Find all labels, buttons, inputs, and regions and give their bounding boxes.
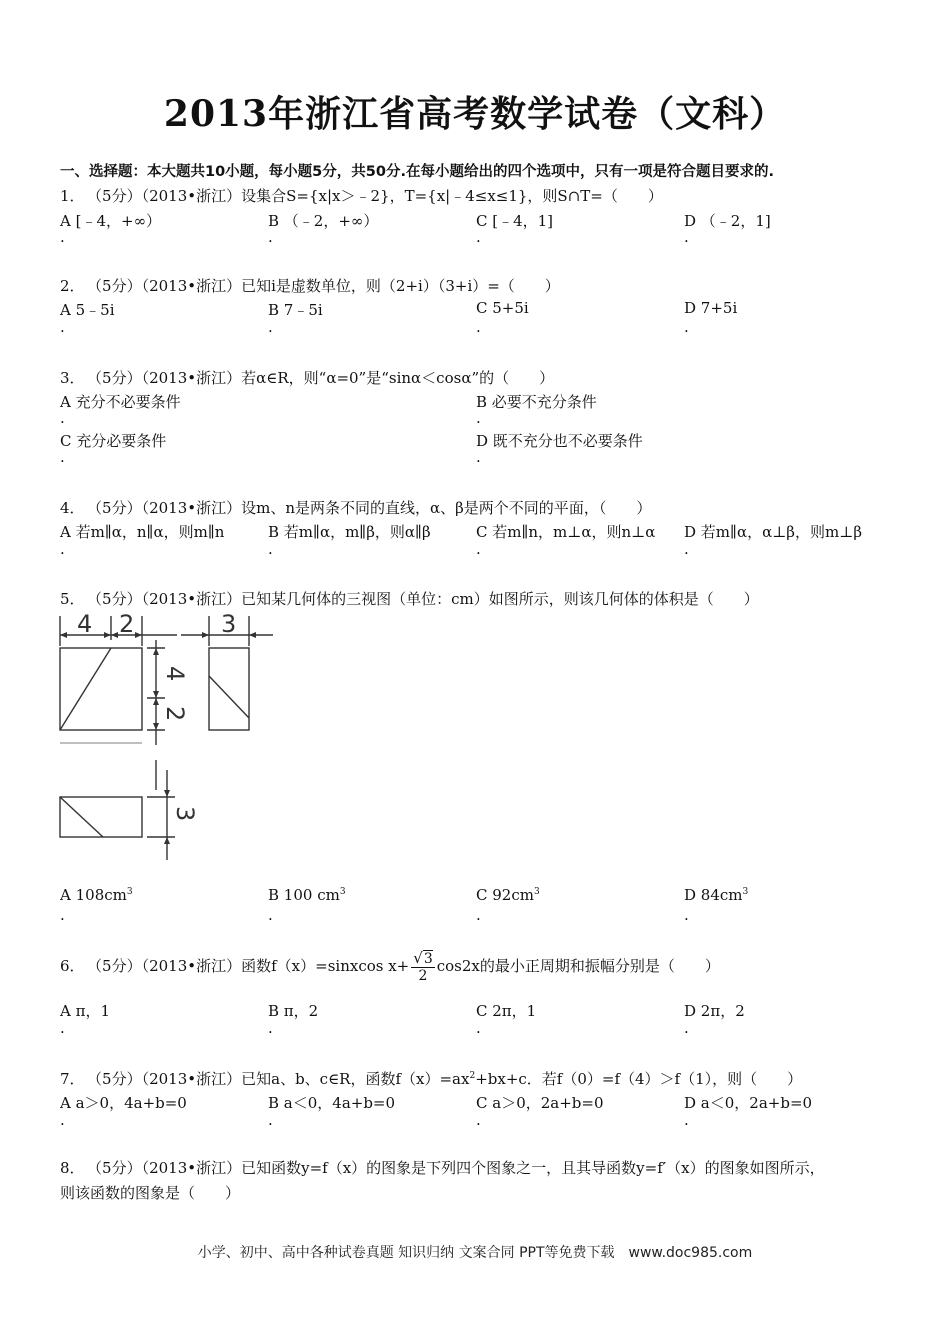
- option-b: B π，2: [268, 1002, 319, 1020]
- option-dot: .: [268, 1019, 273, 1037]
- option-b: B 7﹣5i: [268, 301, 323, 319]
- option-a: A π，1: [60, 1002, 111, 1020]
- question-number: 1．: [60, 187, 85, 205]
- option-dot: .: [684, 540, 689, 558]
- option-dot: .: [60, 409, 65, 427]
- question-1: [60, 185, 663, 206]
- question-stem-part2: cos2x的最小正周期和振幅分别是（ ）: [436, 957, 720, 975]
- question-source: （5分）（2013•浙江）: [94, 957, 242, 975]
- option-dot: .: [268, 906, 273, 924]
- option-d: D 既不充分也不必要条件: [476, 432, 643, 450]
- question-3: [60, 367, 554, 388]
- question-6: [60, 950, 720, 984]
- question-number: 2．: [60, 277, 85, 295]
- section-header: 一、选择题：本大题共10小题，每小题5分，共50分.在每小题给出的四个选项中，只有一项是符合题目要求的.: [60, 164, 774, 180]
- page-title: 2013年浙江省高考数学试卷（文科）: [163, 93, 787, 135]
- option-a: A 若m∥α，n∥α，则m∥n: [60, 523, 225, 541]
- question-number: 3．: [60, 369, 85, 387]
- question-stem: 设集合S={x|x＞﹣2}，T={x|﹣4≤x≤1}，则S∩T=（ ）: [241, 187, 663, 205]
- option-dot: .: [60, 448, 65, 466]
- option-b: B 100 $cm^3$: [268, 886, 346, 904]
- option-b: B 若m∥α，m∥β，则α∥β: [268, 523, 431, 541]
- page-footer: 小学、初中、高中各种试卷真题 知识归纳 文案合同 PPT等免费下载 www.doc985.com: [197, 1245, 753, 1261]
- option-d: D $84cm^3$: [684, 886, 749, 904]
- question-number: 6．: [60, 957, 85, 975]
- option-dot: .: [268, 1111, 273, 1129]
- question-source: （5分）（2013•浙江）: [94, 1070, 242, 1088]
- question-2: [60, 275, 560, 296]
- option-d: D 7+5i: [684, 299, 738, 317]
- superscript: 2: [469, 1071, 476, 1081]
- question-number: 4．: [60, 499, 85, 517]
- option-a: A $108cm^3$: [60, 886, 133, 904]
- option-dot: .: [684, 1111, 689, 1129]
- option-dot: .: [60, 1019, 65, 1037]
- option-d: D a＜0，2a+b=0: [684, 1094, 813, 1112]
- option-dot: .: [268, 540, 273, 558]
- option-b: B （﹣2，+∞）: [268, 212, 379, 230]
- option-c: C 若m∥n，m⊥α，则n⊥α: [476, 523, 656, 541]
- option-c: C 5+5i: [476, 299, 529, 317]
- option-c: C a＞0，2a+b=0: [476, 1094, 604, 1112]
- option-b: B 必要不充分条件: [476, 393, 597, 411]
- option-dot: .: [476, 409, 481, 427]
- option-dot: .: [684, 1019, 689, 1037]
- option-dot: .: [476, 1019, 481, 1037]
- option-c: C [﹣4，1]: [476, 212, 554, 230]
- question-8: [60, 1157, 825, 1178]
- question-stem-part1: 函数f（x）=sinxcos x+: [241, 957, 410, 975]
- option-a: A a＞0，4a+b=0: [60, 1094, 187, 1112]
- question-source: （5分）（2013•浙江）: [94, 369, 242, 387]
- side-view: [209, 648, 249, 730]
- option-dot: .: [476, 1111, 481, 1129]
- sqrt-icon: √: [413, 949, 423, 967]
- option-dot: .: [60, 318, 65, 336]
- option-dot: .: [684, 228, 689, 246]
- option-dot: .: [60, 1111, 65, 1129]
- question-stem: 已知某几何体的三视图（单位：cm）如图所示，则该几何体的体积是（ ）: [241, 590, 759, 608]
- option-a: A 5﹣5i: [60, 301, 115, 319]
- option-dot: .: [476, 540, 481, 558]
- question-number: 8．: [60, 1159, 85, 1177]
- option-dot: .: [268, 228, 273, 246]
- option-dot: .: [60, 228, 65, 246]
- question-number: 7．: [60, 1070, 85, 1088]
- question-source: （5分）（2013•浙江）: [94, 277, 242, 295]
- dim-label-2-vertical: 2: [161, 706, 189, 722]
- dim-label-2: 2: [119, 610, 135, 638]
- question-stem-part1: 已知a、b、c∈R，函数f（x）=ax: [241, 1070, 470, 1088]
- front-view: [60, 648, 142, 730]
- question-stem-part2: +bx+c．若f（0）=f（4）＞f（1），则（ ）: [475, 1070, 803, 1088]
- option-dot: .: [476, 448, 481, 466]
- option-a: A 充分不必要条件: [60, 393, 181, 411]
- question-5: [60, 588, 759, 609]
- option-dot: .: [476, 228, 481, 246]
- option-dot: .: [476, 318, 481, 336]
- top-view: [60, 797, 142, 837]
- dim-label-4-vertical: 4: [161, 666, 189, 682]
- option-c: C 充分必要条件: [60, 432, 167, 450]
- option-a: A [﹣4，+∞）: [60, 212, 162, 230]
- option-d: D 若m∥α，α⊥β，则m⊥β: [684, 523, 862, 541]
- question-number: 5．: [60, 590, 85, 608]
- three-view-figure: [55, 610, 295, 865]
- question-7: [60, 1068, 802, 1089]
- fraction-sqrt3-over-2: $\frac{√3}{2}$: [413, 949, 433, 984]
- question-source: （5分）（2013•浙江）: [94, 187, 242, 205]
- question-source: （5分）（2013•浙江）: [94, 1159, 242, 1177]
- question-stem: 若α∈R，则“α=0”是“sinα＜cosα”的（ ）: [241, 369, 555, 387]
- option-dot: .: [268, 318, 273, 336]
- question-source: （5分）（2013•浙江）: [94, 590, 242, 608]
- question-source: （5分）（2013•浙江）: [94, 499, 242, 517]
- question-stem: 已知i是虚数单位，则（2+i）（3+i）=（ ）: [241, 277, 560, 295]
- dim-label-4: 4: [77, 610, 93, 638]
- option-d: D 2π，2: [684, 1002, 745, 1020]
- option-dot: .: [684, 318, 689, 336]
- question-8-line-2: 则该函数的图象是（ ）: [60, 1184, 241, 1202]
- option-d: D （﹣2，1]: [684, 212, 771, 230]
- option-dot: .: [60, 540, 65, 558]
- option-dot: .: [476, 906, 481, 924]
- option-dot: .: [684, 906, 689, 924]
- option-c: C 2π，1: [476, 1002, 537, 1020]
- question-stem: 已知函数y=f（x）的图象是下列四个图象之一，且其导函数y=f′（x）的图象如图所示，: [241, 1159, 825, 1177]
- dim-label-3-vertical: 3: [171, 806, 199, 822]
- question-4: [60, 497, 651, 518]
- question-stem: 设m、n是两条不同的直线，α、β是两个不同的平面，（ ）: [241, 499, 652, 517]
- option-dot: .: [60, 906, 65, 924]
- option-c: C $92cm^3$: [476, 886, 540, 904]
- option-b: B a＜0，4a+b=0: [268, 1094, 396, 1112]
- dim-label-3: 3: [221, 610, 237, 638]
